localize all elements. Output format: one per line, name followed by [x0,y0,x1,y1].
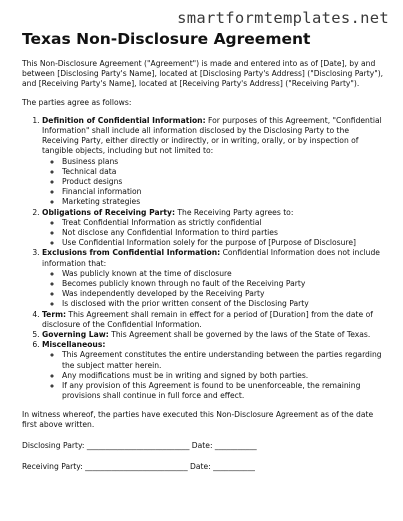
section-item [42,330,388,340]
section-text: The Receiving Party agrees to: [174,207,294,217]
section-item [42,116,388,208]
sublist-item: ◦ Financial information [62,187,388,197]
document-title: Texas Non-Disclosure Agreement [22,30,311,48]
sections-list [22,116,388,402]
sublist-item: ◦ This Agreement constitutes the entire understanding between the parties regarding the subject matter herein. [62,350,388,370]
sublist-item: ◦ Treat Confidential Information as strictly confidential [62,218,388,228]
disclosing-party-signature-line[interactable]: Disclosing Party: ___________________________ Date: ___________ [22,440,257,450]
sublist-item: ◦ Was publicly known at the time of disclosure [62,269,388,279]
sublist-item: ◦ Any modifications must be in writing and signed by both parties. [62,371,388,381]
section-item [42,208,388,249]
sublist-item: ◦ Was independently developed by the Receiving Party [62,289,388,299]
section-sublist [42,269,388,310]
sublist-item: ◦ Technical data [62,167,388,177]
sublist-item: ◦ Not disclose any Confidential Information to third parties [62,228,388,238]
site-watermark: smartformtemplates.net [177,9,389,27]
intro-paragraph: This Non-Disclosure Agreement ("Agreement") is made and entered into as of [Date], by and between [Disclosing Party's Name], located at [Disclosing Party's Address] ("Disclosing Party"), and [Receiving Party's Name], located at [Receiving Party's Address] ("Receiving Party"). [22,59,384,89]
section-sublist [42,157,388,208]
document-page [22,30,388,483]
sublist-item: ◦ Marketing strategies [62,197,388,207]
section-sublist [42,350,388,401]
section-text: For purposes of this Agreement, "Confidential Information" shall include all information disclosed by the Disclosing Party to the Receiving Party, either directly or indirectly, or in writing, orally, or by inspection of tangible objects, including but not limited to: [42,115,382,156]
section-heading: Miscellaneous: [42,340,106,350]
witness-paragraph: In witness whereof, the parties have executed this Non-Disclosure Agreement as of the date first above written. [22,409,374,429]
section-text: This Agreement shall remain in effect for a period of [Duration] from the date of disclosure of the Confidential Information. [42,309,373,329]
section-item [42,248,388,309]
section-text: Confidential Information does not include information that: [42,248,380,268]
section-heading: Definition of Confidential Information: [42,115,206,125]
section-item [42,340,388,401]
sublist-item: ◦ Use Confidential Information solely for the purpose of [Purpose of Disclosure] [62,238,388,248]
sublist-item: ◦ Business plans [62,157,388,167]
section-heading: Obligations of Receiving Party: [42,207,175,217]
sublist-item: ◦ Is disclosed with the prior written consent of the Disclosing Party [62,299,388,309]
section-heading: Term: [42,309,67,319]
sublist-item: ◦ If any provision of this Agreement is found to be unenforceable, the remaining provisions shall continue in full force and effect. [62,381,388,401]
receiving-party-signature-line[interactable]: Receiving Party: ___________________________ Date: ___________ [22,462,255,472]
section-sublist [42,218,388,249]
section-item [42,310,388,330]
sublist-item: ◦ Becomes publicly known through no fault of the Receiving Party [62,279,388,289]
sublist-item: ◦ Product designs [62,177,388,187]
section-heading: Exclusions from Confidential Information: [42,248,221,258]
section-heading: Governing Law: [42,330,109,340]
agree-paragraph: The parties agree as follows: [22,97,132,107]
section-text: This Agreement shall be governed by the laws of the State of Texas. [108,330,371,340]
